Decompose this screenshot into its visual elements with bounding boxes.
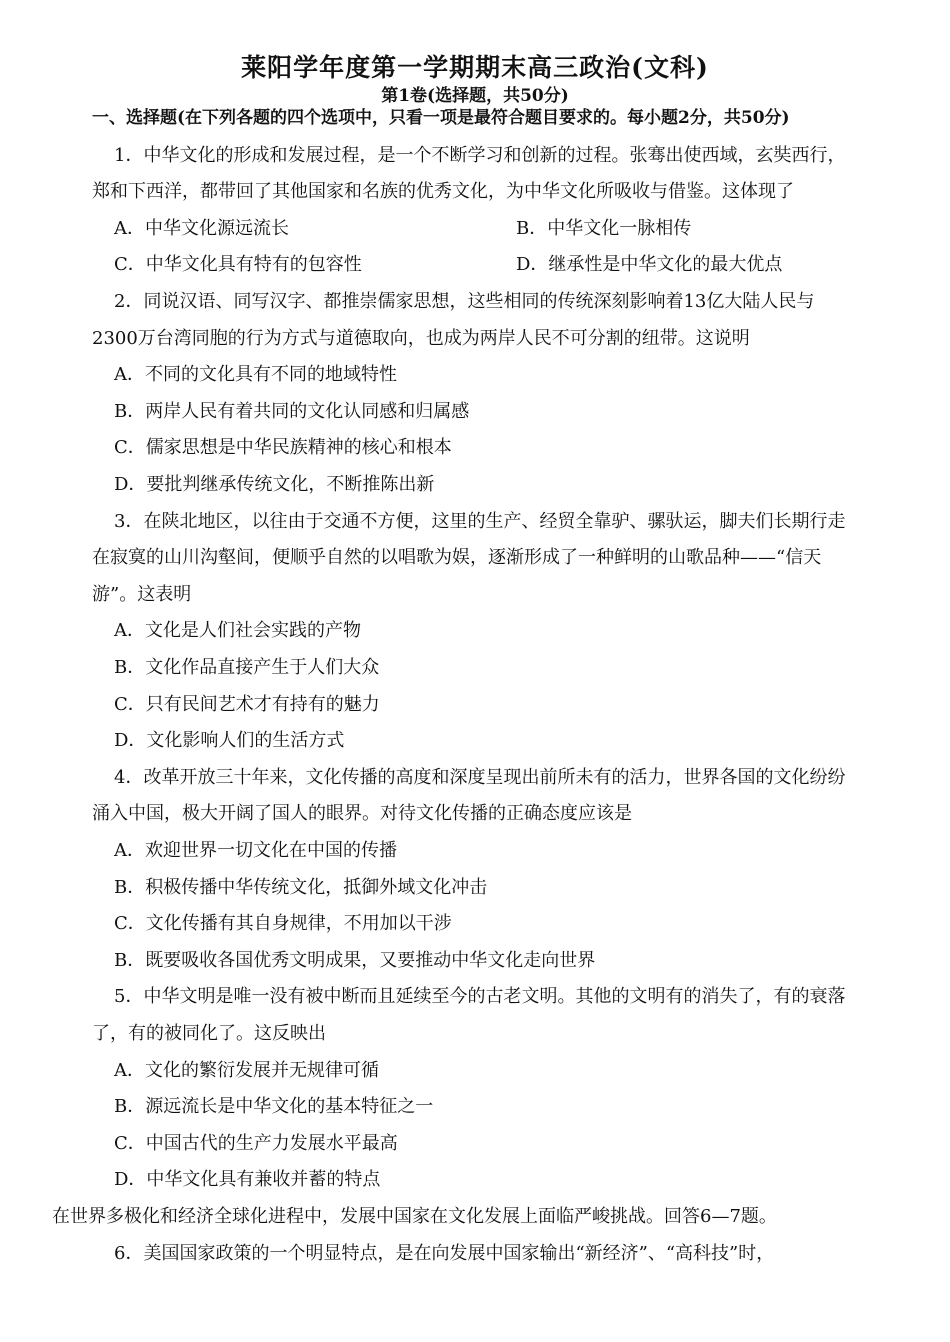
q3-option-d: D．文化影响人们的生活方式 [114, 730, 345, 751]
shared-material-text: 在世界多极化和经济全球化进程中，发展中国家在文化发展上面临严峻挑战。回答6—7题。 [52, 1206, 777, 1227]
q3-option-c: C．只有民间艺术才有持有的魅力 [114, 694, 380, 715]
q4-option-c: C．文化传播有其自身规律，不用加以干涉 [114, 913, 452, 934]
q2-option-c: C．儒家思想是中华民族精神的核心和根本 [114, 437, 452, 458]
volume-subtitle: 第1卷(选择题，共50分) [381, 86, 569, 106]
q4-stem-line-1: 4．改革开放三十年来，文化传播的高度和深度呈现出前所未有的活力，世界各国的文化纷纷 [114, 767, 846, 788]
q2-option-b: B．两岸人民有着共同的文化认同感和归属感 [114, 401, 470, 422]
q5-stem-line-2: 了，有的被同化了。这反映出 [92, 1023, 326, 1044]
exam-title: 莱阳学年度第一学期期末高三政治(文科) [241, 53, 709, 82]
q4-option-d: B．既要吸收各国优秀文明成果，又要推动中华文化走向世界 [114, 950, 596, 971]
q1-option-c: C．中华文化具有特有的包容性 [114, 254, 362, 275]
q4-stem-line-2: 涌入中国，极大开阔了国人的眼界。对待文化传播的正确态度应该是 [92, 803, 632, 824]
q6-stem-line-1: 6．美国国家政策的一个明显特点，是在向发展中国家输出“新经济”、“高科技”时， [114, 1243, 775, 1264]
q5-option-b: B．源远流长是中华文化的基本特征之一 [114, 1096, 434, 1117]
q3-option-a: A．文化是人们社会实践的产物 [114, 620, 361, 641]
q2-option-d: D．要批判继承传统文化，不断推陈出新 [114, 474, 435, 495]
q5-option-a: A．文化的繁衍发展并无规律可循 [114, 1060, 379, 1081]
q3-option-b: B．文化作品直接产生于人们大众 [114, 657, 380, 678]
q2-stem-line-2: 2300万台湾同胞的行为方式与道德取向，也成为两岸人民不可分割的纽带。这说明 [92, 328, 750, 349]
q2-option-a: A．不同的文化具有不同的地域特性 [114, 364, 397, 385]
q3-stem-line-1: 3．在陕北地区，以往由于交通不方便，这里的生产、经贸全靠驴、骡驮运，脚夫们长期行走 [114, 511, 846, 532]
q5-option-c: C．中国古代的生产力发展水平最高 [114, 1133, 398, 1154]
q5-stem-line-1: 5．中华文明是唯一没有被中断而且延续至今的古老文明。其他的文明有的消失了，有的衰落 [114, 986, 846, 1007]
q1-option-a: A．中华文化源远流长 [114, 218, 289, 239]
q1-stem-line-1: 1．中华文化的形成和发展过程，是一个不断学习和创新的过程。张骞出使西域，玄奘西行， [114, 145, 846, 166]
q5-option-d: D．中华文化具有兼收并蓄的特点 [114, 1169, 381, 1190]
q1-option-d: D．继承性是中华文化的最大优点 [516, 254, 783, 275]
q1-option-b: B．中华文化一脉相传 [516, 218, 692, 239]
q2-stem-line-1: 2．同说汉语、同写汉字、都推崇儒家思想，这些相同的传统深刻影响着13亿大陆人民与 [114, 291, 815, 312]
q3-stem-line-3: 游”。这表明 [92, 584, 192, 605]
q4-option-a: A．欢迎世界一切文化在中国的传播 [114, 840, 397, 861]
q3-stem-line-2: 在寂寞的山川沟壑间，便顺乎自然的以唱歌为娱，逐渐形成了一种鲜明的山歌品种——“信天 [92, 547, 822, 568]
q1-stem-line-2: 郑和下西洋，都带回了其他国家和名族的优秀文化，为中华文化所吸收与借鉴。这体现了 [92, 181, 794, 202]
section-heading: 一、选择题(在下列各题的四个选项中，只看一项是最符合题目要求的。每小题2分，共50分) [92, 108, 790, 128]
q4-option-b: B．积极传播中华传统文化，抵御外域文化冲击 [114, 877, 488, 898]
